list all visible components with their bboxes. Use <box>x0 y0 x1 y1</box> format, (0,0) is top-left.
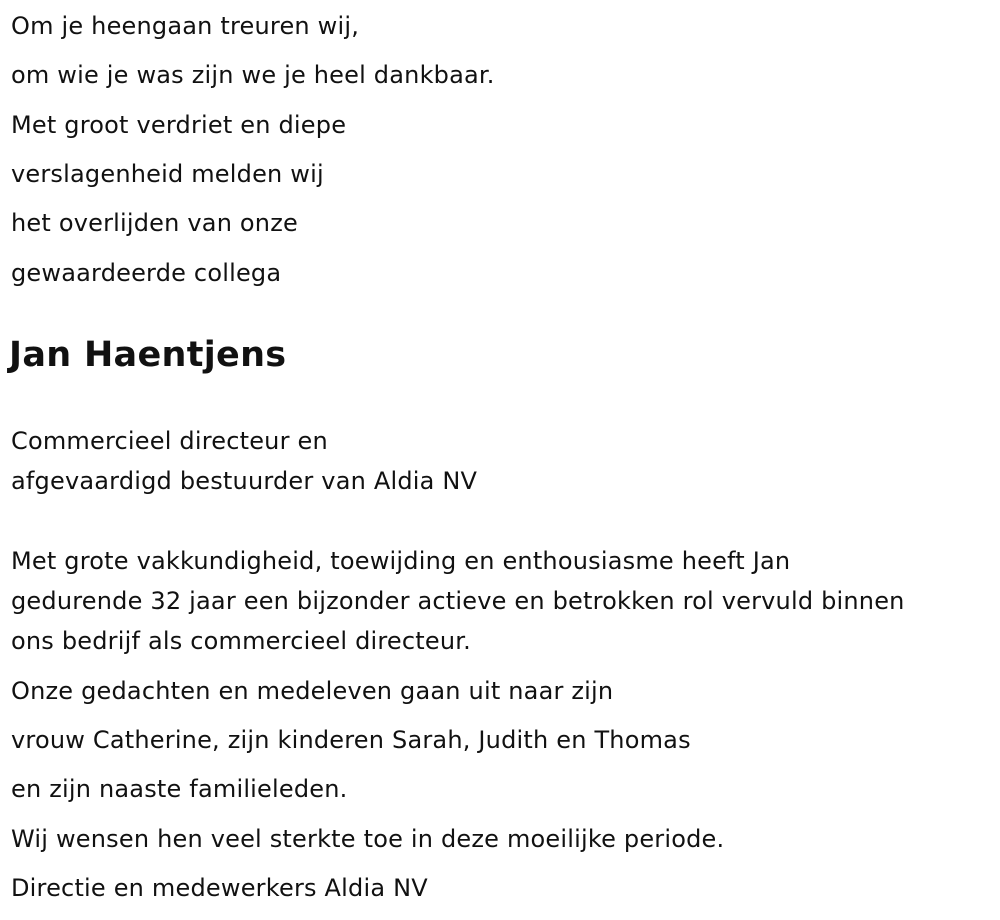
tribute-line: Met grote vakkundigheid, toewijding en enthousiasme heeft Jan <box>11 547 791 575</box>
signature: Directie en medewerkers Aldia NV <box>11 874 428 902</box>
intro-line: Met groot verdriet en diepe <box>11 111 347 139</box>
condolence-line: en zijn naaste familieleden. <box>11 775 348 803</box>
tribute-line: ons bedrijf als commercieel directeur. <box>11 627 471 655</box>
role-line: afgevaardigd bestuurder van Aldia NV <box>11 467 478 495</box>
tribute-line: gedurende 32 jaar een bijzonder actieve en betrokken rol vervuld binnen <box>11 587 905 615</box>
intro-line: om wie je was zijn we je heel dankbaar. <box>11 61 495 89</box>
intro-line: gewaardeerde collega <box>11 259 282 287</box>
deceased-name: Jan Haentjens <box>9 335 287 375</box>
condolence-line: Onze gedachten en medeleven gaan uit naar zijn <box>11 677 614 705</box>
condolence-line: vrouw Catherine, zijn kinderen Sarah, Judith en Thomas <box>11 726 691 754</box>
intro-line: Om je heengaan treuren wij, <box>11 12 360 40</box>
condolence-line: Wij wensen hen veel sterkte toe in deze moeilijke periode. <box>11 825 725 853</box>
intro-line: verslagenheid melden wij <box>11 160 324 188</box>
role-line: Commercieel directeur en <box>11 427 328 455</box>
intro-line: het overlijden van onze <box>11 209 298 237</box>
